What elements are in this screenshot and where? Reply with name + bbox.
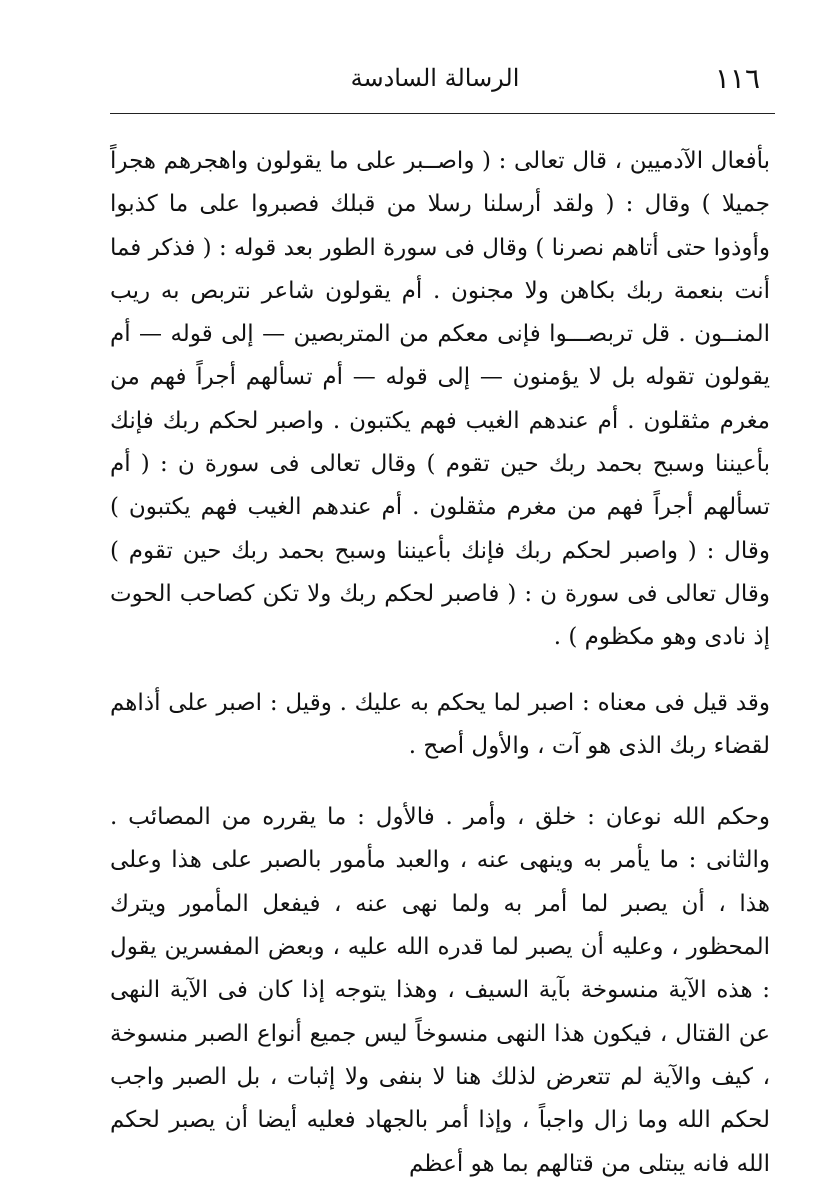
- page-body: [110, 140, 770, 1186]
- page-header: [110, 58, 760, 98]
- paragraph-2: وقد قيل فى معناه : اصبر لما يحكم به عليك . وقيل : اصبر على أذاهم لقضاء ربك الذى هو آت ، والأول أصح .: [110, 689, 770, 759]
- header-rule: [110, 113, 775, 114]
- paragraph-3: وحكم الله نوعان : خلق ، وأمر . فالأول : ما يقرره من المصائب . والثانى : ما يأمر به وينهى عنه ، والعبد مأمور بالصبر على هذا وعلى هذا ، أن يصبر لما أمر به ولما نهى عنه ، فيفعل المأمور ويترك المحظور ، وعليه أن يصبر لما قدره الله عليه ، وبعض المفسرين يقول : هذه الآية منسوخة بآية السيف ، وهذا يتوجه إذا كان فى الآية النهى عن القتال ، فيكون هذا النهى منسوخاً ليس جميع أنواع الصبر منسوخة ، كيف والآية لم تتعرض لذلك هنا لا بنفى ولا إثبات ، بل الصبر واجب لحكم الله وما زال واجباً ، وإذا أمر بالجهاد فعليه أيضا أن يصبر لحكم الله فانه يبتلى من قتالهم بما هو أعظم: [110, 804, 771, 1177]
- paragraph-1: بأفعال الآدميين ، قال تعالى : ( واصــبر على ما يقولون واهجرهم هجراً جميلا ) وقال : ( ولقد أرسلنا رسلا من قبلك فصبروا على ما كذبوا وأوذوا حتى أتاهم نصرنا ) وقال فى سورة الطور بعد قوله : ( فذكر فما أنت بنعمة ربك بكاهن ولا مجنون . أم يقولون شاعر نتربص به ريب المنــون . قل تربصـــوا فإنى معكم من المتربصين — إلى قوله — أم يقولون تقوله بل لا يؤمنون — إلى قوله — أم تسألهم أجراً فهم من مغرم مثقلون . أم عندهم الغيب فهم يكتبون . واصبر لحكم ربك فإنك بأعيننا وسبح بحمد ربك حين تقوم ) وقال تعالى فى سورة ن : ( أم تسألهم أجراً فهم من مغرم مثقلون . أم عندهم الغيب فهم يكتبون ) وقال : ( واصبر لحكم ربك فإنك بأعيننا وسبح بحمد ربك حين تقوم ) وقال تعالى فى سورة ن : ( فاصبر لحكم ربك ولا تكن كصاحب الحوت إذ نادى وهو مكظوم ) .: [110, 148, 770, 651]
- page-number: ١١٦: [714, 62, 760, 95]
- running-title: الرسالة السادسة: [350, 64, 520, 92]
